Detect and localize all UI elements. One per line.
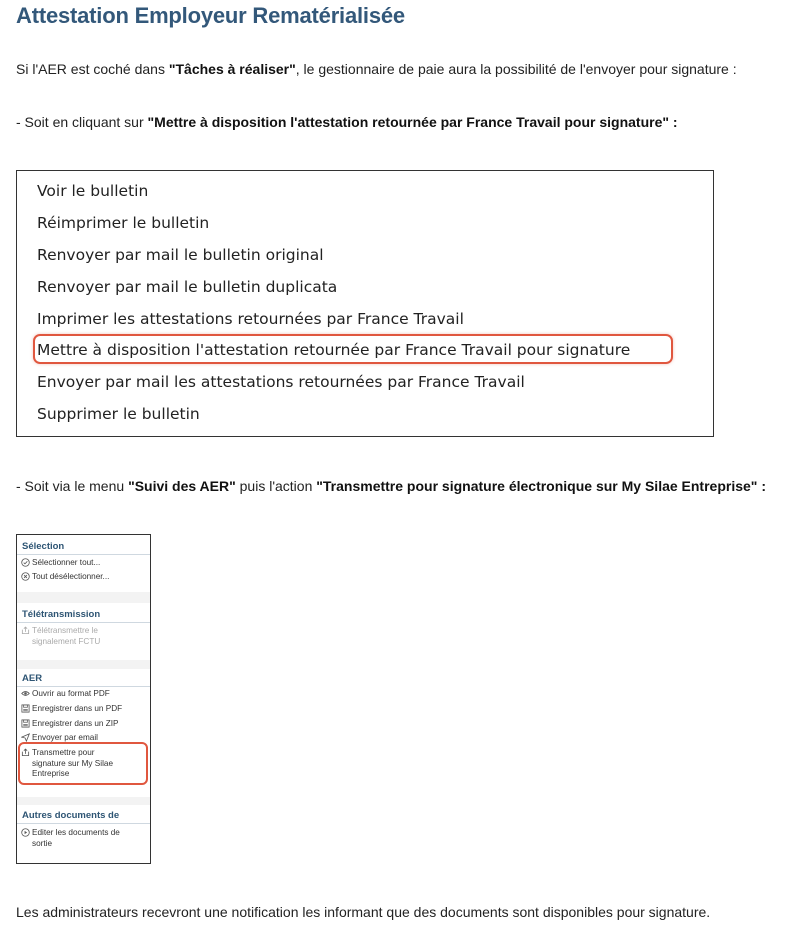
teletransmission-header: Télétransmission — [22, 609, 101, 620]
eye-icon — [21, 689, 30, 698]
autres-documents-header: Autres documents de — [22, 810, 120, 821]
save-icon — [21, 704, 30, 713]
check-circle-icon — [21, 558, 30, 567]
side-panel-screenshot — [16, 534, 151, 864]
select-all-item[interactable]: Sélectionner tout... — [21, 558, 100, 570]
play-circle-icon — [21, 828, 30, 837]
enregistrer-pdf-item[interactable]: Enregistrer dans un PDF — [21, 704, 122, 716]
menu-item-reimprimer-bulletin[interactable]: Réimprimer le bulletin — [37, 214, 210, 232]
send-icon — [21, 733, 30, 742]
transmettre-signature-item[interactable]: Transmettre pour signature sur My Silae Entreprise — [21, 748, 113, 780]
menu-item-voir-bulletin[interactable]: Voir le bulletin — [37, 182, 149, 200]
conclusion-paragraph: Les administrateurs recevront une notification les informant que des documents sont disponibles pour signature. — [16, 904, 711, 920]
menu-item-envoyer-attestations[interactable]: Envoyer par mail les attestations retournées par France Travail — [37, 373, 525, 391]
intro-paragraph: Si l'AER est coché dans "Tâches à réaliser", le gestionnaire de paie aura la possibilité de l'envoyer pour signature : — [16, 61, 737, 77]
section-divider — [17, 823, 150, 824]
section-divider — [17, 622, 150, 623]
page-title: Attestation Employeur Rematérialisée — [16, 3, 405, 28]
deselect-all-item[interactable]: Tout désélectionner... — [21, 572, 109, 584]
editer-documents-item[interactable]: Editer les documents de sortie — [21, 828, 120, 849]
section-divider — [17, 686, 150, 687]
autres-documents-section — [17, 805, 150, 864]
export-icon — [21, 626, 30, 635]
selection-section — [17, 535, 150, 592]
envoyer-email-item[interactable]: Envoyer par email — [21, 733, 98, 745]
aer-header: AER — [22, 673, 43, 684]
menu-item-mettre-a-disposition[interactable]: Mettre à disposition l'attestation retournée par France Travail pour signature — [37, 341, 631, 359]
x-circle-icon — [21, 572, 30, 581]
enregistrer-zip-item[interactable]: Enregistrer dans un ZIP — [21, 719, 118, 731]
selection-header: Sélection — [22, 541, 65, 552]
highlight-outline — [33, 334, 673, 364]
menu-item-renvoyer-duplicata[interactable]: Renvoyer par mail le bulletin duplicata — [37, 278, 338, 296]
option2-paragraph: - Soit via le menu "Suivi des AER" puis l'action "Transmettre pour signature électronique sur My Silae Entreprise" : — [16, 478, 766, 494]
option1-paragraph: - Soit en cliquant sur "Mettre à disposition l'attestation retournée par France Travail pour signature" : — [16, 114, 678, 130]
menu-item-renvoyer-original[interactable]: Renvoyer par mail le bulletin original — [37, 246, 324, 264]
highlight-outline — [18, 742, 148, 785]
menu-item-supprimer-bulletin[interactable]: Supprimer le bulletin — [37, 405, 200, 423]
section-divider — [17, 554, 150, 555]
save-icon — [21, 719, 30, 728]
ouvrir-pdf-item[interactable]: Ouvrir au format PDF — [21, 689, 110, 701]
context-menu-screenshot — [16, 170, 714, 437]
menu-item-imprimer-attestations[interactable]: Imprimer les attestations retournées par France Travail — [37, 310, 464, 328]
teletransmission-section — [17, 603, 150, 660]
teletransmettre-item[interactable]: Télétransmettre le signalement FCTU — [21, 626, 100, 647]
